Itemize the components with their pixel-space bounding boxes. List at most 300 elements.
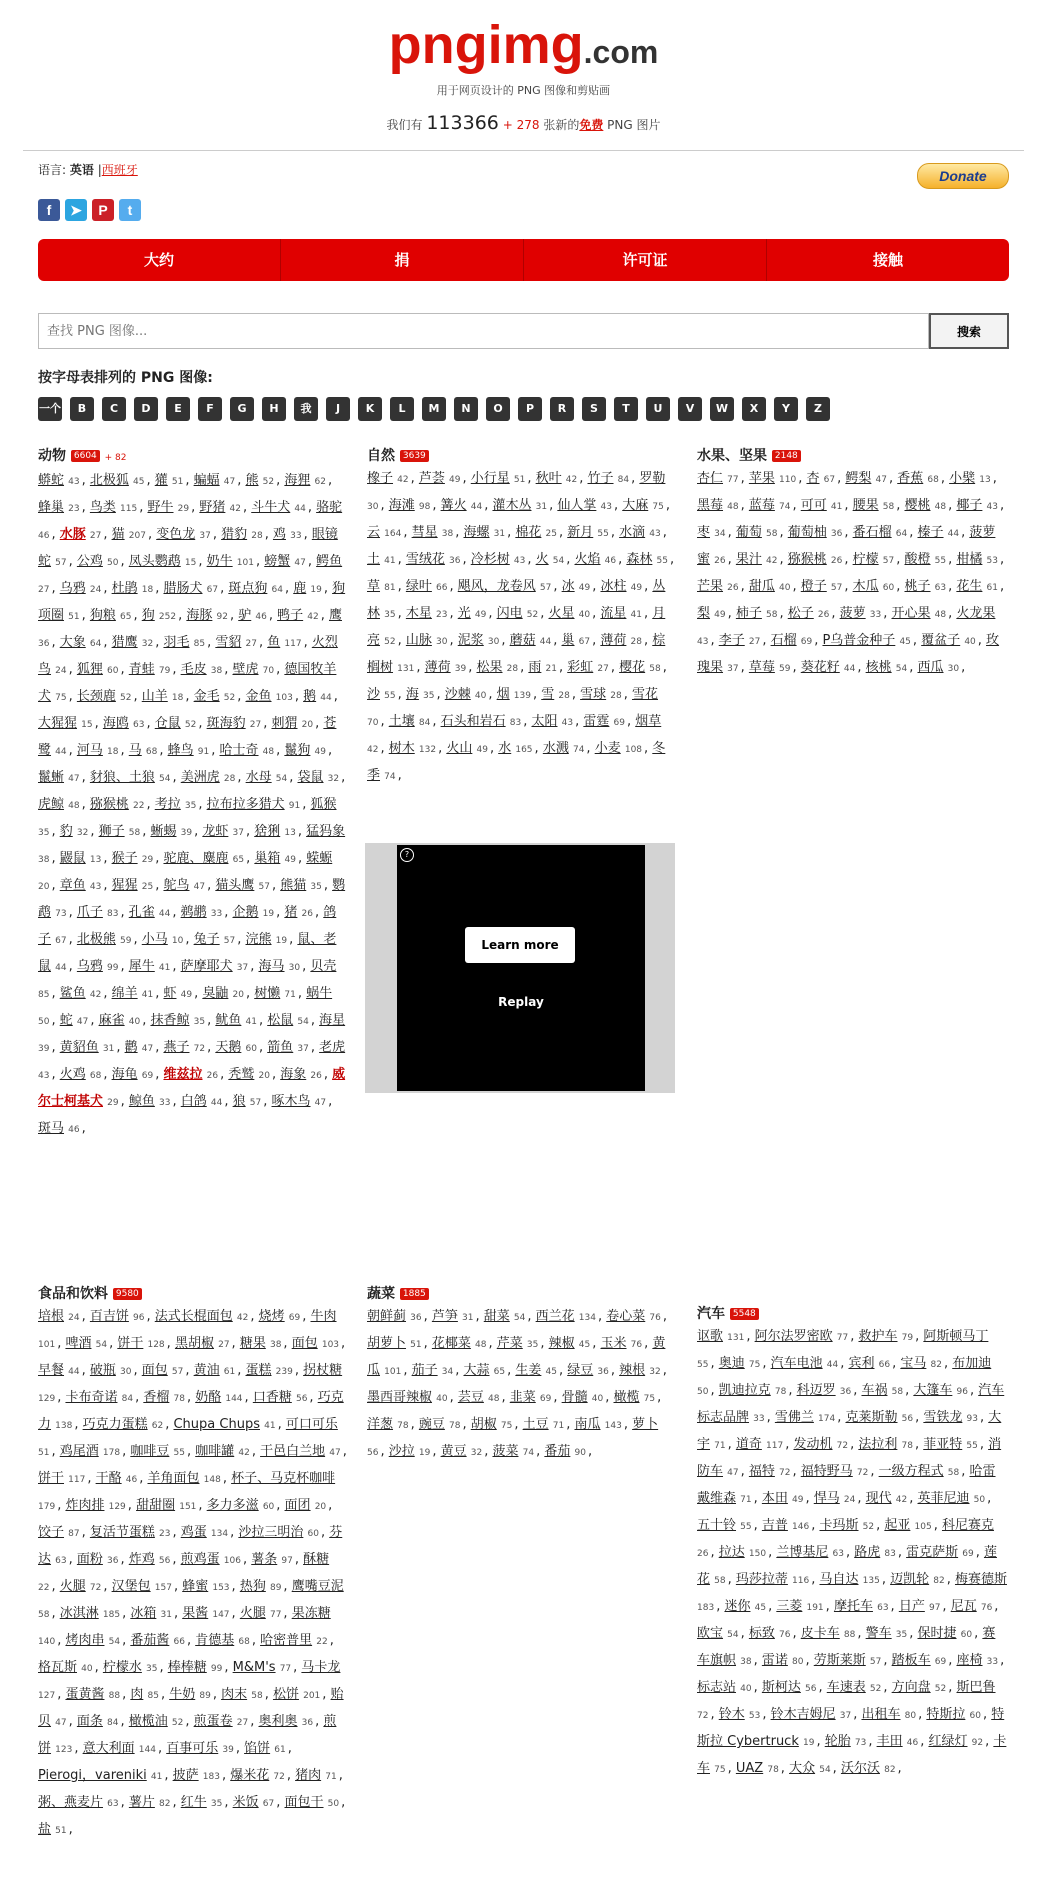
category-item-link[interactable]: 卡布奇诺 bbox=[65, 1390, 118, 1405]
category-item-link[interactable]: 小行星 bbox=[470, 471, 510, 486]
category-item-link[interactable]: 小麦 bbox=[594, 741, 621, 756]
category-item-link[interactable]: 流星 bbox=[600, 606, 627, 621]
category-item-link[interactable]: 巢箱 bbox=[254, 851, 281, 866]
alphabet-letter[interactable]: W bbox=[710, 397, 734, 421]
category-item-link[interactable]: 贻贝 bbox=[38, 1687, 344, 1729]
category-item-link[interactable]: 大篷车 bbox=[913, 1383, 953, 1398]
category-title-link[interactable]: 食品和饮料 bbox=[38, 1286, 108, 1302]
category-item-link[interactable]: 破瓶 bbox=[89, 1363, 116, 1378]
category-item-link[interactable]: 小檗 bbox=[949, 471, 976, 486]
category-item-link[interactable]: 麻雀 bbox=[98, 1013, 125, 1028]
category-item-link[interactable]: 松子 bbox=[787, 606, 814, 621]
category-item-link[interactable]: 菠萝 bbox=[839, 606, 866, 621]
alphabet-letter[interactable]: N bbox=[454, 397, 478, 421]
category-item-link[interactable]: 干酪 bbox=[95, 1471, 122, 1486]
category-item-link[interactable]: 樱花 bbox=[619, 660, 646, 675]
category-item-link[interactable]: 海鸥 bbox=[102, 716, 129, 731]
category-item-link[interactable]: 热狗 bbox=[239, 1579, 266, 1594]
category-item-link[interactable]: 雪 bbox=[541, 687, 555, 702]
category-item-link[interactable]: 沙 bbox=[367, 687, 381, 702]
category-item-link[interactable]: 哈雷戴维森 bbox=[697, 1464, 996, 1506]
category-item-link[interactable]: 狼 bbox=[232, 1094, 246, 1109]
category-item-link[interactable]: 野猪 bbox=[199, 500, 226, 515]
category-item-link[interactable]: 猕猴桃 bbox=[787, 552, 827, 567]
category-item-link[interactable]: 讴歌 bbox=[697, 1329, 724, 1344]
alphabet-letter[interactable]: B bbox=[70, 397, 94, 421]
category-item-link[interactable]: 海豚 bbox=[186, 608, 213, 623]
category-item-link[interactable]: 海象 bbox=[280, 1067, 307, 1082]
category-item-link[interactable]: 消防车 bbox=[697, 1437, 1002, 1479]
category-item-link[interactable]: 车速表 bbox=[826, 1680, 866, 1695]
category-item-link[interactable]: P乌普金种子 bbox=[822, 633, 896, 648]
category-item-link[interactable]: 柠檬水 bbox=[102, 1660, 142, 1675]
category-item-link[interactable]: 劳斯莱斯 bbox=[813, 1653, 866, 1668]
category-item-link[interactable]: 英菲尼迪 bbox=[917, 1491, 970, 1506]
category-title-link[interactable]: 水果、坚果 bbox=[697, 448, 767, 464]
category-item-link[interactable]: 德国牧羊犬 bbox=[38, 662, 337, 704]
category-item-link[interactable]: 松果 bbox=[476, 660, 503, 675]
category-item-link[interactable]: 可口可乐 bbox=[285, 1417, 338, 1432]
nav-item-3[interactable]: 接触 bbox=[872, 251, 903, 269]
category-item-link[interactable]: 灌木丛 bbox=[492, 498, 532, 513]
category-item-link[interactable]: 火烈鸟 bbox=[38, 635, 338, 677]
category-item-link[interactable]: 宝马 bbox=[900, 1356, 927, 1371]
category-item-link[interactable]: 鹦鹉 bbox=[38, 878, 346, 920]
category-item-link[interactable]: 木星 bbox=[405, 606, 432, 621]
category-item-link[interactable]: 踏板车 bbox=[891, 1653, 931, 1668]
category-item-link[interactable]: 熊猫 bbox=[280, 878, 307, 893]
category-item-link[interactable]: 奶牛 bbox=[206, 554, 233, 569]
category-item-link[interactable]: 牛肉 bbox=[310, 1309, 337, 1324]
category-item-link[interactable]: 标致 bbox=[748, 1626, 775, 1641]
category-item-link[interactable]: 杯子、马克杯咖啡 bbox=[231, 1471, 336, 1486]
category-item-link[interactable]: 浣熊 bbox=[245, 932, 272, 947]
category-item-link[interactable]: 开心果 bbox=[891, 606, 931, 621]
category-item-link[interactable]: 卡车 bbox=[697, 1734, 1007, 1776]
category-item-link[interactable]: 雪花 bbox=[631, 687, 658, 702]
category-item-link[interactable]: 汽车电池 bbox=[770, 1356, 823, 1371]
category-item-link[interactable]: 茄子 bbox=[411, 1363, 438, 1378]
category-item-link[interactable]: 水 bbox=[498, 741, 512, 756]
category-item-link[interactable]: 美洲虎 bbox=[180, 770, 220, 785]
category-item-link[interactable]: 虾 bbox=[163, 986, 177, 1001]
category-item-link[interactable]: 火腿 bbox=[239, 1606, 266, 1621]
category-item-link[interactable]: 骨髓 bbox=[561, 1390, 588, 1405]
category-item-link[interactable]: 白鸽 bbox=[180, 1094, 207, 1109]
category-item-link[interactable]: 哈士奇 bbox=[219, 743, 259, 758]
category-item-link[interactable]: 仓鼠 bbox=[154, 716, 181, 731]
category-item-link[interactable]: 云 bbox=[367, 525, 381, 540]
category-item-link[interactable]: 卷心菜 bbox=[606, 1309, 646, 1324]
category-item-link[interactable]: 烟 bbox=[496, 687, 510, 702]
category-item-link[interactable]: 长颈鹿 bbox=[76, 689, 116, 704]
category-item-link[interactable]: 福特 bbox=[748, 1464, 775, 1479]
category-item-link[interactable]: 雪球 bbox=[580, 687, 607, 702]
category-item-link[interactable]: 燕子 bbox=[163, 1040, 190, 1055]
category-item-link[interactable]: 果冻糖 bbox=[291, 1606, 331, 1621]
alphabet-letter[interactable]: F bbox=[198, 397, 222, 421]
facebook-icon[interactable]: f bbox=[38, 199, 60, 221]
category-item-link[interactable]: 冰箱 bbox=[130, 1606, 157, 1621]
category-item-link[interactable]: 雪铁龙 bbox=[923, 1410, 963, 1425]
site-logo[interactable] bbox=[0, 14, 1047, 76]
category-item-link[interactable]: 龙虾 bbox=[202, 824, 229, 839]
category-item-link[interactable]: 迷你 bbox=[724, 1599, 751, 1614]
category-item-link[interactable]: 路虎 bbox=[854, 1545, 881, 1560]
category-item-link[interactable]: 水溅 bbox=[542, 741, 569, 756]
language-spanish-link[interactable]: 西班牙 bbox=[101, 163, 138, 177]
category-item-link[interactable]: 丰田 bbox=[876, 1734, 903, 1749]
category-item-link[interactable]: 粥、燕麦片 bbox=[38, 1795, 104, 1810]
category-item-link[interactable]: 铃木 bbox=[718, 1707, 745, 1722]
category-item-link[interactable]: 本田 bbox=[761, 1491, 788, 1506]
category-item-link[interactable]: 甜菜 bbox=[483, 1309, 510, 1324]
category-title-link[interactable]: 动物 bbox=[38, 448, 66, 464]
category-item-link[interactable]: 救护车 bbox=[858, 1329, 898, 1344]
category-title-link[interactable]: 汽车 bbox=[697, 1306, 725, 1322]
category-item-link[interactable]: 眼镜蛇 bbox=[38, 527, 338, 569]
category-item-link[interactable]: 海滩 bbox=[388, 498, 415, 513]
category-item-link[interactable]: 柑橘 bbox=[956, 552, 983, 567]
category-item-link[interactable]: 斑海豹 bbox=[206, 716, 246, 731]
category-item-link[interactable]: 面条 bbox=[76, 1714, 103, 1729]
category-item-link[interactable]: 鸡 bbox=[272, 527, 286, 542]
category-item-link[interactable]: 棉花 bbox=[515, 525, 542, 540]
category-item-link[interactable]: 樱桃 bbox=[904, 498, 931, 513]
category-item-link[interactable]: 鳄梨 bbox=[845, 471, 872, 486]
category-item-link[interactable]: 大蒜 bbox=[463, 1363, 490, 1378]
category-item-link[interactable]: 枣 bbox=[697, 525, 711, 540]
category-item-link[interactable]: 狐猴 bbox=[310, 797, 337, 812]
category-item-link[interactable]: 肉末 bbox=[221, 1687, 248, 1702]
category-item-link[interactable]: 篝火 bbox=[440, 498, 467, 513]
category-item-link[interactable]: 鸡尾酒 bbox=[59, 1444, 99, 1459]
category-item-link[interactable]: 绿叶 bbox=[405, 579, 432, 594]
ad-learn-more-button[interactable]: Learn more bbox=[465, 927, 575, 963]
category-item-link[interactable]: 斗牛犬 bbox=[251, 500, 291, 515]
category-item-link[interactable]: 百吉饼 bbox=[89, 1309, 129, 1324]
category-item-link[interactable]: 玫瑰果 bbox=[697, 633, 1000, 675]
category-item-link[interactable]: 公鸡 bbox=[76, 554, 103, 569]
category-item-link[interactable]: 狮子 bbox=[98, 824, 125, 839]
alphabet-letter[interactable]: K bbox=[358, 397, 382, 421]
category-item-link[interactable]: 棕榈树 bbox=[367, 633, 666, 675]
alphabet-letter[interactable]: G bbox=[230, 397, 254, 421]
category-item-link[interactable]: 香榴 bbox=[143, 1390, 170, 1405]
category-item-link[interactable]: 酥糖 bbox=[303, 1552, 330, 1567]
category-item-link[interactable]: 榛子 bbox=[917, 525, 944, 540]
category-item-link[interactable]: 孔雀 bbox=[128, 905, 155, 920]
category-item-link[interactable]: 起亚 bbox=[884, 1518, 911, 1533]
category-item-link[interactable]: 三菱 bbox=[776, 1599, 803, 1614]
category-item-link[interactable]: 猪肉 bbox=[295, 1768, 322, 1783]
alphabet-letter[interactable]: O bbox=[486, 397, 510, 421]
category-item-link[interactable]: 福特野马 bbox=[800, 1464, 853, 1479]
category-item-link[interactable]: 冬季 bbox=[367, 741, 666, 783]
category-item-link[interactable]: 欧宝 bbox=[697, 1626, 724, 1641]
category-item-link[interactable]: 海马 bbox=[258, 959, 285, 974]
category-item-link[interactable]: 彗星 bbox=[411, 525, 438, 540]
category-item-link[interactable]: 豺狼、土狼 bbox=[89, 770, 155, 785]
alphabet-letter[interactable]: M bbox=[422, 397, 446, 421]
category-item-link[interactable]: 玉米 bbox=[600, 1336, 627, 1351]
category-item-link[interactable]: 斯柯达 bbox=[761, 1680, 801, 1695]
category-item-link[interactable]: 番茄酱 bbox=[130, 1633, 170, 1648]
category-item-link[interactable]: 饺子 bbox=[38, 1525, 65, 1540]
twitter-icon[interactable]: t bbox=[119, 199, 141, 221]
category-item-link[interactable]: 韭菜 bbox=[509, 1390, 536, 1405]
nav-item-1[interactable]: 捐 bbox=[281, 239, 524, 281]
category-item-link[interactable]: 酸橙 bbox=[904, 552, 931, 567]
category-item-link[interactable]: 科尼赛克 bbox=[941, 1518, 994, 1533]
category-item-link[interactable]: 野牛 bbox=[147, 500, 174, 515]
category-item-link[interactable]: 松鼠 bbox=[267, 1013, 294, 1028]
category-item-link[interactable]: 西兰花 bbox=[535, 1309, 575, 1324]
category-item-link[interactable]: 猫 bbox=[111, 527, 125, 542]
category-item-link[interactable]: 蜥蜴 bbox=[150, 824, 177, 839]
category-item-link[interactable]: 烧烤 bbox=[258, 1309, 285, 1324]
category-item-link[interactable]: 鸟类 bbox=[89, 500, 116, 515]
category-item-link[interactable]: 葡萄 bbox=[735, 525, 762, 540]
category-item-link[interactable]: 车祸 bbox=[861, 1383, 888, 1398]
category-item-link[interactable]: 鸽子 bbox=[38, 905, 337, 947]
category-item-link[interactable]: 猎鹰 bbox=[111, 635, 138, 650]
category-item-link[interactable]: 鹿 bbox=[293, 581, 307, 596]
category-item-link[interactable]: 核桃 bbox=[865, 660, 892, 675]
category-item-link[interactable]: 凤头鹦鹉 bbox=[128, 554, 181, 569]
category-item-link[interactable]: M&M's bbox=[232, 1660, 276, 1675]
category-item-link[interactable]: 犀牛 bbox=[128, 959, 155, 974]
category-item-link[interactable]: 披萨 bbox=[172, 1768, 199, 1783]
category-item-link[interactable]: 香蕉 bbox=[897, 471, 924, 486]
category-item-link[interactable]: 哈密普里 bbox=[260, 1633, 313, 1648]
category-item-link[interactable]: 花生 bbox=[956, 579, 983, 594]
category-item-link[interactable]: 土豆 bbox=[522, 1417, 549, 1432]
category-item-link[interactable]: 尼瓦 bbox=[950, 1599, 977, 1614]
category-item-link[interactable]: 复活节蛋糕 bbox=[89, 1525, 155, 1540]
category-item-link[interactable]: 烟草 bbox=[635, 714, 662, 729]
category-item-link[interactable]: 树木 bbox=[388, 741, 415, 756]
category-item-link[interactable]: 葵花籽 bbox=[800, 660, 840, 675]
category-item-link[interactable]: 猕猴桃 bbox=[89, 797, 129, 812]
category-item-link[interactable]: 蓝莓 bbox=[748, 498, 775, 513]
category-item-link[interactable]: 拐杖糖 bbox=[303, 1363, 343, 1378]
category-item-link[interactable]: 壁虎 bbox=[232, 662, 259, 677]
category-item-link[interactable]: 洋葱 bbox=[367, 1417, 394, 1432]
category-item-link[interactable]: 烤肉串 bbox=[65, 1633, 105, 1648]
category-item-link[interactable]: 生姜 bbox=[515, 1363, 542, 1378]
category-item-link[interactable]: 苹果 bbox=[748, 471, 775, 486]
category-item-link[interactable]: 泥浆 bbox=[457, 633, 484, 648]
category-item-link[interactable]: 桃子 bbox=[904, 579, 931, 594]
category-item-link[interactable]: 番茄 bbox=[544, 1444, 571, 1459]
category-item-link[interactable]: 椰子 bbox=[956, 498, 983, 513]
category-item-link[interactable]: 水滴 bbox=[619, 525, 646, 540]
category-item-link[interactable]: 胡椒 bbox=[470, 1417, 497, 1432]
category-item-link[interactable]: 贝壳 bbox=[310, 959, 337, 974]
category-item-link[interactable]: 悍马 bbox=[813, 1491, 840, 1506]
category-item-link[interactable]: 彩虹 bbox=[567, 660, 594, 675]
category-item-link[interactable]: 冰 bbox=[561, 579, 575, 594]
category-item-link[interactable]: 雷诺 bbox=[761, 1653, 788, 1668]
category-item-link[interactable]: 罗勒 bbox=[639, 471, 666, 486]
category-item-link[interactable]: 特斯拉 bbox=[926, 1707, 966, 1722]
pinterest-icon[interactable]: P bbox=[92, 199, 114, 221]
category-item-link[interactable]: 鲸鱼 bbox=[128, 1094, 155, 1109]
nav-item-2[interactable]: 许可证 bbox=[524, 239, 767, 281]
category-item-link[interactable]: 金鱼 bbox=[245, 689, 272, 704]
category-item-link[interactable]: 猪 bbox=[284, 905, 298, 920]
category-item-link[interactable]: 爆米花 bbox=[230, 1768, 270, 1783]
category-item-link[interactable]: 橄榄 bbox=[613, 1390, 640, 1405]
category-item-link[interactable]: 蛋糕 bbox=[245, 1363, 272, 1378]
category-item-link[interactable]: 狗 bbox=[141, 608, 155, 623]
category-item-link[interactable]: 豌豆 bbox=[418, 1417, 445, 1432]
category-item-link[interactable]: 一级方程式 bbox=[878, 1464, 944, 1479]
category-item-link[interactable]: 猩猩 bbox=[111, 878, 138, 893]
logo-main[interactable]: pngimg bbox=[388, 15, 584, 75]
category-item-link[interactable]: 菠菜 bbox=[492, 1444, 519, 1459]
category-item-link[interactable]: 鹈鹕 bbox=[180, 905, 207, 920]
category-item-link[interactable]: 冷杉树 bbox=[470, 552, 510, 567]
category-item-link[interactable]: 红绿灯 bbox=[928, 1734, 968, 1749]
category-item-link[interactable]: 炸肉排 bbox=[65, 1498, 105, 1513]
category-item-link[interactable]: 海螺 bbox=[463, 525, 490, 540]
category-item-link[interactable]: 大麻 bbox=[622, 498, 649, 513]
category-item-link[interactable]: 肯德基 bbox=[195, 1633, 235, 1648]
category-item-link[interactable]: 草 bbox=[367, 579, 381, 594]
category-item-link[interactable]: 月亮 bbox=[367, 606, 666, 648]
category-item-link[interactable]: 咖啡豆 bbox=[130, 1444, 170, 1459]
logo-tld[interactable]: .com bbox=[583, 34, 659, 70]
category-item-link[interactable]: 棒棒糖 bbox=[167, 1660, 207, 1675]
category-item-link[interactable]: 特斯拉 Cybertruck bbox=[697, 1707, 1005, 1749]
category-item-link[interactable]: 雪貂 bbox=[215, 635, 242, 650]
category-item-link[interactable]: 薯片 bbox=[128, 1795, 155, 1810]
category-item-link[interactable]: 饼干 bbox=[38, 1471, 65, 1486]
ad-video[interactable] bbox=[397, 845, 645, 1091]
category-item-link[interactable]: 拉达 bbox=[718, 1545, 745, 1560]
category-item-link[interactable]: 火 bbox=[535, 552, 549, 567]
category-item-link[interactable]: 芦荟 bbox=[418, 471, 445, 486]
category-item-link[interactable]: 大象 bbox=[59, 635, 86, 650]
category-item-link[interactable]: 座椅 bbox=[956, 1653, 983, 1668]
category-item-link[interactable]: 土 bbox=[367, 552, 381, 567]
category-item-link[interactable]: 马 bbox=[128, 743, 142, 758]
category-item-link[interactable]: 科迈罗 bbox=[796, 1383, 836, 1398]
category-item-link[interactable]: 飓风，龙卷风 bbox=[457, 579, 536, 594]
category-item-link[interactable]: 鬣蜥 bbox=[38, 770, 65, 785]
category-item-link[interactable]: 现代 bbox=[865, 1491, 892, 1506]
category-item-link[interactable]: 芦笋 bbox=[431, 1309, 458, 1324]
category-item-link[interactable]: 玛莎拉蒂 bbox=[735, 1572, 788, 1587]
category-item-link[interactable]: 腰果 bbox=[852, 498, 879, 513]
category-item-link[interactable]: 杏 bbox=[806, 471, 820, 486]
category-item-link[interactable]: 巧克力 bbox=[38, 1390, 344, 1432]
category-item-link[interactable]: 柿子 bbox=[735, 606, 762, 621]
category-item-link[interactable]: 秋叶 bbox=[535, 471, 562, 486]
category-item-link[interactable]: 布加迪 bbox=[952, 1356, 992, 1371]
category-item-link[interactable]: 石头和岩石 bbox=[440, 714, 506, 729]
category-item-link[interactable]: 斑马 bbox=[38, 1121, 65, 1136]
category-item-link[interactable]: 巧克力蛋糕 bbox=[82, 1417, 148, 1432]
category-item-link[interactable]: 鹅 bbox=[303, 689, 317, 704]
category-item-link[interactable]: 咖啡罐 bbox=[195, 1444, 235, 1459]
category-item-link[interactable]: 海狸 bbox=[284, 473, 311, 488]
category-item-link[interactable]: 饼干 bbox=[117, 1336, 144, 1351]
category-item-link[interactable]: 仙人掌 bbox=[557, 498, 597, 513]
category-item-link[interactable]: 爪子 bbox=[76, 905, 103, 920]
category-item-link[interactable]: 花椰菜 bbox=[431, 1336, 471, 1351]
category-item-link[interactable]: 沙棘 bbox=[444, 687, 471, 702]
category-item-link[interactable]: 秃鹫 bbox=[228, 1067, 255, 1082]
category-item-link[interactable]: 金毛 bbox=[193, 689, 220, 704]
category-item-link[interactable]: 凯迪拉克 bbox=[718, 1383, 771, 1398]
category-item-link[interactable]: 黄油 bbox=[193, 1363, 220, 1378]
category-item-link[interactable]: 鹰嘴豆泥 bbox=[291, 1579, 344, 1594]
ad-replay-button[interactable]: Replay bbox=[498, 995, 544, 1009]
category-item-link[interactable]: 鼹鼠 bbox=[59, 851, 86, 866]
category-item-link[interactable]: 雨 bbox=[528, 660, 542, 675]
category-item-link[interactable]: 面包 bbox=[291, 1336, 318, 1351]
category-item-link[interactable]: 红牛 bbox=[180, 1795, 207, 1810]
category-item-link[interactable]: 螃蟹 bbox=[264, 554, 291, 569]
category-item-link[interactable]: 菲亚特 bbox=[923, 1437, 963, 1452]
category-item-link[interactable]: 鼠、老鼠 bbox=[38, 932, 337, 974]
category-item-link[interactable]: 天鹅 bbox=[215, 1040, 242, 1055]
category-item-link[interactable]: 兔子 bbox=[193, 932, 220, 947]
category-item-link[interactable]: 狗项圈 bbox=[38, 581, 346, 623]
category-item-link[interactable]: 鲨鱼 bbox=[59, 986, 86, 1001]
category-item-link[interactable]: 黑胡椒 bbox=[174, 1336, 214, 1351]
category-item-link[interactable]: 迈凯轮 bbox=[890, 1572, 930, 1587]
category-item-link[interactable]: 乌鸦 bbox=[76, 959, 103, 974]
category-item-link[interactable]: 青蛙 bbox=[128, 662, 155, 677]
category-item-link[interactable]: 海星 bbox=[319, 1013, 346, 1028]
alphabet-letter[interactable]: X bbox=[742, 397, 766, 421]
stats-free-link[interactable]: 免费 bbox=[579, 118, 604, 132]
category-item-link[interactable]: 赛车旗帜 bbox=[697, 1626, 996, 1668]
search-button[interactable]: 搜索 bbox=[929, 313, 1009, 349]
category-item-link[interactable]: UAZ bbox=[735, 1761, 764, 1776]
category-item-link[interactable]: 斯巴鲁 bbox=[956, 1680, 996, 1695]
category-item-link[interactable]: 冰淇淋 bbox=[59, 1606, 99, 1621]
category-item-link[interactable]: 萨摩耶犬 bbox=[180, 959, 233, 974]
category-item-link[interactable]: 大宇 bbox=[697, 1410, 1002, 1452]
category-item-link[interactable]: 猛犸象 bbox=[306, 824, 346, 839]
alphabet-letter[interactable]: J bbox=[326, 397, 350, 421]
category-item-link[interactable]: 早餐 bbox=[38, 1363, 65, 1378]
category-item-link[interactable]: 沙拉三明治 bbox=[238, 1525, 304, 1540]
category-item-link[interactable]: 甜甜圈 bbox=[136, 1498, 176, 1513]
category-item-link[interactable]: 马卡龙 bbox=[301, 1660, 341, 1675]
category-item-link[interactable]: 考拉 bbox=[154, 797, 181, 812]
category-item-link[interactable]: 卡玛斯 bbox=[819, 1518, 859, 1533]
category-item-link[interactable]: 煎鸡蛋 bbox=[180, 1552, 220, 1567]
category-item-link[interactable]: 警车 bbox=[865, 1626, 892, 1641]
category-title-link[interactable]: 自然 bbox=[367, 448, 395, 464]
category-item-link[interactable]: 鬣狗 bbox=[284, 743, 311, 758]
category-item-link[interactable]: 狗粮 bbox=[89, 608, 116, 623]
category-item-link[interactable]: 驴 bbox=[238, 608, 252, 623]
category-item-link[interactable]: 橡子 bbox=[367, 471, 394, 486]
nav-item-0[interactable]: 大约 bbox=[38, 239, 281, 281]
category-item-link[interactable]: 山羊 bbox=[141, 689, 168, 704]
category-item-link[interactable]: 意大利面 bbox=[82, 1741, 135, 1756]
category-item-link[interactable]: 保时捷 bbox=[917, 1626, 957, 1641]
category-item-link[interactable]: 奶酪 bbox=[195, 1390, 222, 1405]
category-item-link[interactable]: 鱿鱼 bbox=[215, 1013, 242, 1028]
